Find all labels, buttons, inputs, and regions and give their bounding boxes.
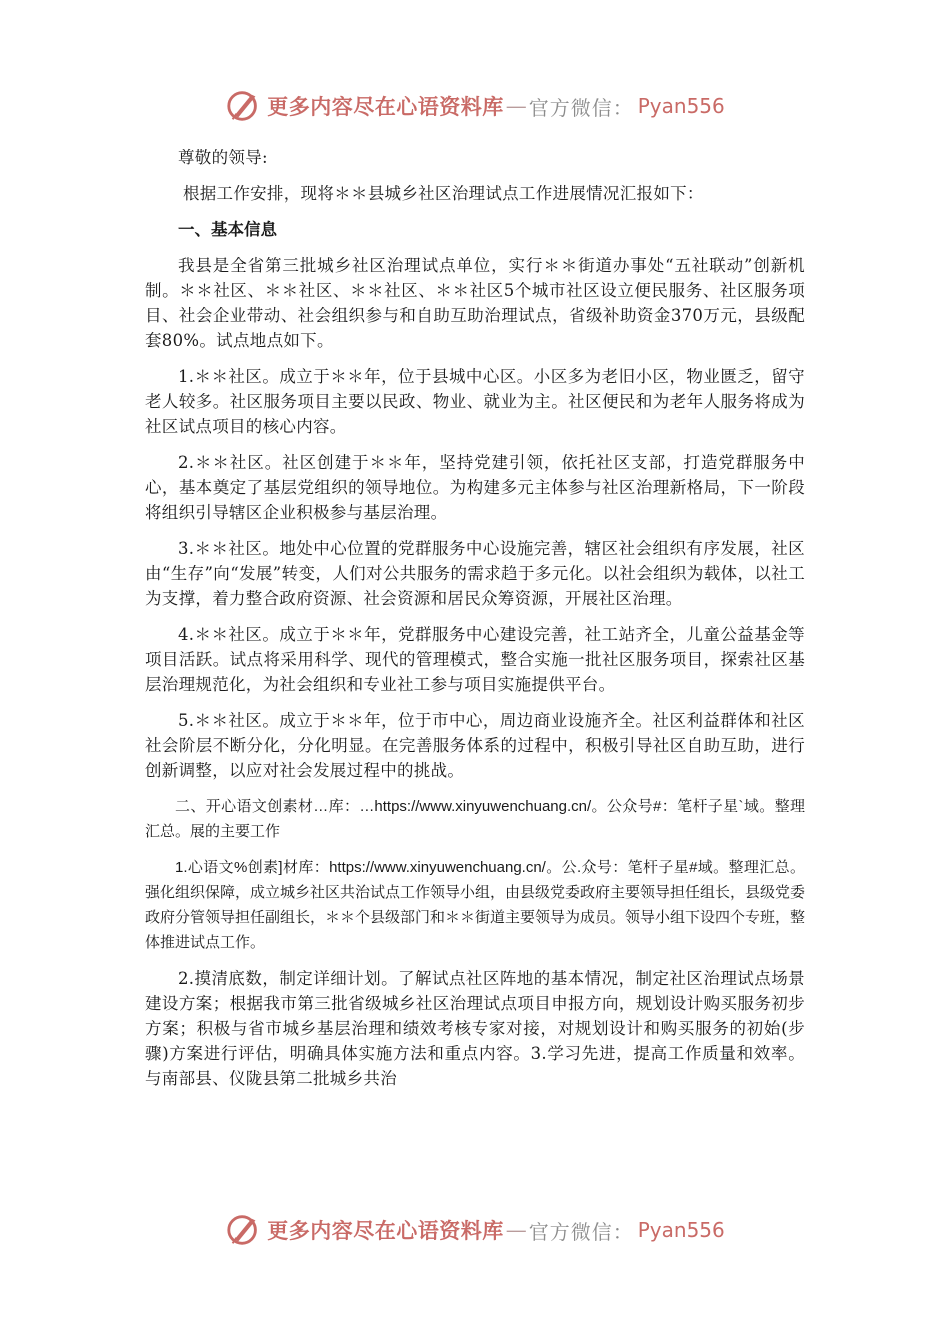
paragraph-work-1: 1.心语文%创素]材库：https://www.xinyuwenchuang.cn/。公.众号：笔杆子星#域。整理汇总。强化组织保障，成立城乡社区共治试点工作领导小组，由县级党委政府主要领导担任组长，县级党委政府分管领导担任副组长，＊＊个县级部门和＊＊街道主要领导为成员。领导小组下设四个专班，整体推进试点工作。 xyxy=(145,859,806,951)
paragraph-basic-info: 我县是全省第三批城乡社区治理试点单位，实行＊＊街道办事处“五社联动”创新机制。＊＊社区、＊＊社区、＊＊社区、＊＊社区5个城市社区设立便民服务、社区服务项目、社会企业带动、社会组织参与和自助互助治理试点，省级补助资金370万元，县级配套80%。试点地点如下。 xyxy=(145,256,805,350)
intro-paragraph: 根据工作安排，现将＊＊县城乡社区治理试点工作进展情况汇报如下： xyxy=(182,184,704,203)
banner-text: 更多内容尽在心语资料库 xyxy=(267,1218,504,1243)
footer-banner xyxy=(0,1210,950,1250)
paragraph-community-1: 1.＊＊社区。成立于＊＊年，位于县城中心区。小区多为老旧小区，物业匮乏，留守老人较多。社区服务项目主要以民政、物业、就业为主。社区便民和为老年人服务将成为社区试点项目的核心内容。 xyxy=(145,367,805,436)
paragraph-community-4: 4.＊＊社区。成立于＊＊年，党群服务中心建设完善，社工站齐全，儿童公益基金等项目活跃。试点将采用科学、现代的管理模式，整合实施一批社区服务项目，探索社区基层治理规范化，为社会组织和专业社工参与项目实施提供平台。 xyxy=(145,625,805,694)
paragraph-community-3: 3.＊＊社区。地处中心位置的党群服务中心设施完善，辖区社会组织有序发展，社区由“生存”向“发展”转变，人们对公共服务的需求趋于多元化。以社会组织为载体，以社工为支撑，着力整合政府资源、社会资源和居民众筹资源，开展社区治理。 xyxy=(145,539,805,608)
salutation: 尊敬的领导: xyxy=(178,148,268,167)
section-heading-basic-info: 一、基本信息 xyxy=(178,220,277,239)
document-body xyxy=(145,145,805,1091)
paragraph-work-2: 2.摸清底数，制定详细计划。了解试点社区阵地的基本情况，制定社区治理试点场景建设方案；根据我市第三批省级城乡社区治理试点项目申报方向，规划设计购买服务初步方案；积极与省市城乡基层治理和绩效考核专家对接，对规划设计和购买服务的初始(步骤)方案进行评估，明确具体实施方法和重点内容。3.学习先进，提高工作质量和效率。与南部县、仪陇县第二批城乡共治 xyxy=(145,969,805,1088)
banner-dash: — xyxy=(505,94,527,118)
header-banner xyxy=(0,86,950,126)
quill-logo-icon xyxy=(225,1211,263,1249)
banner-wechat-label: 官方微信： xyxy=(528,95,634,120)
paragraph-community-5: 5.＊＊社区。成立于＊＊年，位于市中心，周边商业设施齐全。社区利益群体和社区社会阶层不断分化，分化明显。在完善服务体系的过程中，积极引导社区自助互助，进行创新调整，以应对社会发展过程中的挑战。 xyxy=(145,711,805,780)
section-heading-main-work: 二、开心语文创素材…库：…https://www.xinyuwenchuang.cn/。公众号#：笔杆子星`域。整理汇总。展的主要工作 xyxy=(145,798,805,840)
banner-wechat-label: 官方微信： xyxy=(528,1219,634,1244)
banner-text: 更多内容尽在心语资料库 xyxy=(267,94,504,119)
banner-wechat-id: Pyan556 xyxy=(637,1218,725,1242)
banner-dash: — xyxy=(505,1218,527,1242)
quill-logo-icon xyxy=(225,87,263,125)
paragraph-community-2: 2.＊＊社区。社区创建于＊＊年，坚持党建引领，依托社区支部，打造党群服务中心，基本奠定了基层党组织的领导地位。为构建多元主体参与社区治理新格局，下一阶段将组织引导辖区企业积极参与基层治理。 xyxy=(145,453,805,522)
banner-wechat-id: Pyan556 xyxy=(637,94,725,118)
